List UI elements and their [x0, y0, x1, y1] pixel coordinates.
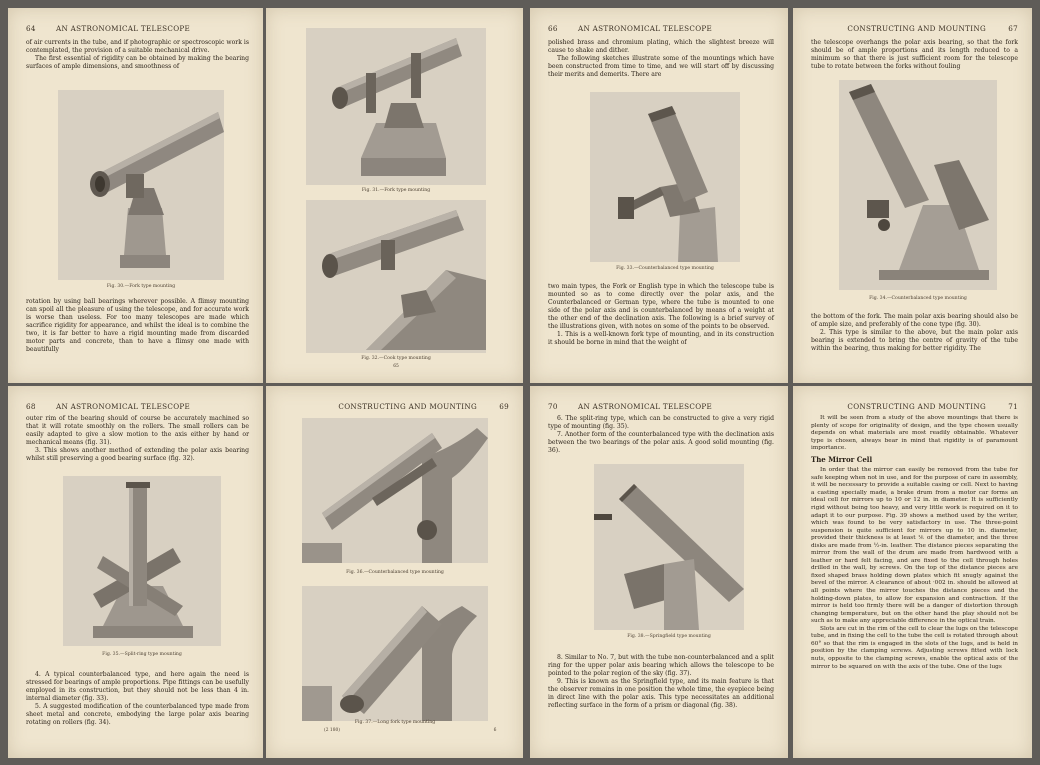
body-text-top: of air currents in the tube, and if photographic or spectroscopic work is contemplated, the provision of a suitable mechanical drive. The first essential of rigidity can be obtained by making the bearing surfaces of ample dimensions, and smoothness of: [26, 39, 249, 71]
body-text: It will be seen from a study of the above mountings that there is plenty of scope for originality of design, and the type chosen usually depends on what materials are most readily obtainable. Whatever type is chosen, always bear in mind that rigidity is of paramount importance. The Mirror Cell In order that the mirror can easily be removed from the tube for safe keeping when not in use, and for the purpose of care in assembly, it will be necessary to provide a suitable casing or cell. Next to having a casting specially made, a brake drum from a motor car forms an ideal cell for mirrors up to 10 or 12 in. in diameter. It is sufficiently rigid without being too heavy, and very little work is required on it to adapt it to our purpose. Fig. 39 shows a method used by the writer, which was found to be very satisfactory in use. The three-point suspension is quite sufficient for mirrors up to 10 in. diameter, provided their thickness is at least ⅙ of the diameter, and the three disks are made from ½-in. leather. The distance pieces separating the mirror from the wall of the drum are made from hardwood with a leather or hard felt facing, and are fixed to the cell through holes drilled in the wall, by screws. On the top of the distance pieces are fixed shaped brass holding down plates which fit snugly against the bevel of the mirror. A clearance of about ·002 in. should be allowed at all points where the mirror touches the distance pieces and the holding-down plates, to allow for expansion and contraction. If the mirror is held too firmly there will be a danger of distortion through changing temperature, but on the other hand the play should not be such as to make any appreciable difference in the optical train. Slots are cut in the rim of the cell to clear the lugs on the telescope tube, and in fixing the cell to the tube the cell is rotated through about 60° so that the rim is engaged in the slots of the lugs, and is held in position by the clamping screws. Adjusting screws fitted with lock nuts, opposite to the clamping screws, enable the optical axis of the mirror to be squared on with the axis of the tube. One of the lugs: [811, 415, 1018, 670]
page-number: 66: [548, 24, 558, 33]
page-number: 71: [1008, 402, 1018, 411]
figure-34-counterbalanced-mounting: [839, 80, 997, 290]
figure-caption: Fig. 31.—Fork type mounting: [361, 188, 431, 193]
figure-35-split-ring-mounting: [63, 476, 221, 646]
page-67: [793, 8, 1032, 383]
running-title: CONSTRUCTING AND MOUNTING: [338, 402, 477, 411]
telescope-illustration: [590, 92, 740, 262]
telescope-illustration: [306, 28, 486, 185]
figure-caption: Fig. 30.—Fork type mounting: [106, 284, 176, 289]
page-number: 69: [499, 402, 509, 411]
telescope-illustration: [302, 586, 488, 721]
telescope-illustration: [302, 418, 488, 563]
body-text-top: 6. The split-ring type, which can be constructed to give a very rigid type of mounting (fig. 35). 7. Another form of the counterbalanced type with the declination axis between the two bearings of the polar axis. A good solid mounting (fig. 36).: [548, 415, 774, 455]
figure-37-long-fork-mounting: [302, 586, 488, 721]
page-65: [266, 8, 523, 383]
figure-31-fork-mounting: [306, 28, 486, 185]
body-text-bottom: 8. Similar to No. 7, but with the tube non-counterbalanced and a split ring for the upper polar axis bearing which allows the telescope to be pointed to the polar region of the sky (fig. 37). 9. This is known as the Springfield type, and its main feature is that the observer remains in one position the whole time, the eyepiece being in direct line with the polar axis. This type necessitates an additional reflecting surface in the form of a prism or diagonal (fig. 38).: [548, 654, 774, 710]
page-70: [530, 386, 788, 758]
running-title: AN ASTRONOMICAL TELESCOPE: [578, 402, 713, 411]
page-number: 64: [26, 24, 36, 33]
telescope-illustration: [839, 80, 997, 290]
page-71: [793, 386, 1032, 758]
running-header: [548, 402, 774, 414]
page-number: 68: [26, 402, 36, 411]
telescope-illustration: [63, 476, 221, 646]
figure-30-fork-mounting: [58, 90, 224, 280]
telescope-illustration: [306, 200, 486, 353]
figure-caption: Fig. 38.—Springfield type mounting: [627, 634, 711, 639]
figure-caption: Fig. 36.—Counterbalanced type mounting: [346, 570, 444, 575]
figure-caption: Fig. 34.—Counterbalanced type mounting: [869, 296, 967, 301]
running-header: [26, 24, 249, 36]
running-header: [548, 24, 774, 36]
telescope-illustration: [594, 464, 744, 630]
folio: (2 180): [324, 728, 340, 733]
page-64: [8, 8, 263, 383]
page-number: 70: [548, 402, 558, 411]
running-header: [284, 402, 509, 414]
figure-32-cook-mounting: [306, 200, 486, 353]
body-text-bottom: two main types, the Fork or English type in which the telescope tube is mounted so as to come directly over the polar axis, and the Counterbalanced or German type, where the tube is mounted to one side of the polar axis and is counterbalanced by means of a weight at the other end of the declination axis. The following is a brief survey of the illustrations given, with notes on some of the points to be observed. 1. This is a well-known fork type of mounting, and in its construction it should be borne in mind that the weight of: [548, 283, 774, 347]
page-69: [266, 386, 523, 758]
body-text-top: polished brass and chromium plating, which the slightest breeze will cause to shake and dither. The following sketches illustrate some of the mountings which have been constructed from time to time, and we will start off by discussing their merits and demerits. There are: [548, 39, 774, 79]
page-66: [530, 8, 788, 383]
body-text-top: outer rim of the bearing should of course be accurately machined so that it will rotate smoothly on the rollers. The small rollers can be easily adapted to give a slow motion to the axis either by hand or mechanical means (fig. 31). 3. This shows another method of extending the polar axis bearing whilst still preserving a good bearing surface (fig. 32).: [26, 415, 249, 463]
section-heading: The Mirror Cell: [811, 454, 873, 464]
figure-caption: Fig. 33.—Counterbalanced type mounting: [616, 266, 714, 271]
figure-caption: Fig. 37.—Long fork type mounting: [354, 720, 436, 725]
figure-38-springfield-mounting: [594, 464, 744, 630]
body-text-top: the telescope overhangs the polar axis bearing, so that the fork should be of ample proportions and its length reduced to a minimum so that there is just sufficient room for the telescope tube to rotate between the forks without fouling: [811, 39, 1018, 71]
running-title: AN ASTRONOMICAL TELESCOPE: [56, 24, 191, 33]
telescope-illustration: [58, 90, 224, 280]
page-68: [8, 386, 263, 758]
figure-36-counterbalanced-mounting: [302, 418, 488, 563]
body-text-bottom: rotation by using ball bearings wherever possible. A flimsy mounting can spoil all the pleasure of using the telescope, and for accurate work is worse than useless. For too many telescopes are made which sacrifice rigidity for appearance, and whilst the ideal is to combine the two, it is far better to have a rigid mounting made from discarded motor parts and concrete, than to have a flimsy one made with beautifully: [26, 298, 249, 354]
figure-caption: Fig. 32.—Cook type mounting: [361, 356, 431, 361]
running-header: [811, 24, 1018, 36]
running-title: AN ASTRONOMICAL TELESCOPE: [56, 402, 191, 411]
body-text-bottom: 4. A typical counterbalanced type, and here again the need is stressed for bearings of ample proportions. Pipe fittings can be usefully employed in its construction, but they should not be less than 4 in. internal diameter (fig. 33). 5. A suggested modification of the counterbalanced type made from sheet metal and concrete, embodying the large polar axis bearing rotating on rollers (fig. 34).: [26, 671, 249, 727]
running-title: CONSTRUCTING AND MOUNTING: [847, 402, 986, 411]
running-header: [26, 402, 249, 414]
running-title: CONSTRUCTING AND MOUNTING: [847, 24, 986, 33]
page-number: 67: [1008, 24, 1018, 33]
folio-signature: 6: [493, 728, 497, 733]
folio: 65: [393, 364, 399, 369]
body-text-bottom: the bottom of the fork. The main polar axis bearing should also be of ample size, and preferably of the cone type (fig. 30). 2. This type is similar to the above, but the main polar axis bearing is extended to bring the centre of gravity of the tube within the bearing, thus making for better rigidity. The: [811, 313, 1018, 353]
running-title: AN ASTRONOMICAL TELESCOPE: [578, 24, 713, 33]
figure-caption: Fig. 35.—Split-ring type mounting: [102, 652, 182, 657]
figure-33-counterbalanced-mounting: [590, 92, 740, 262]
running-header: [811, 402, 1018, 414]
